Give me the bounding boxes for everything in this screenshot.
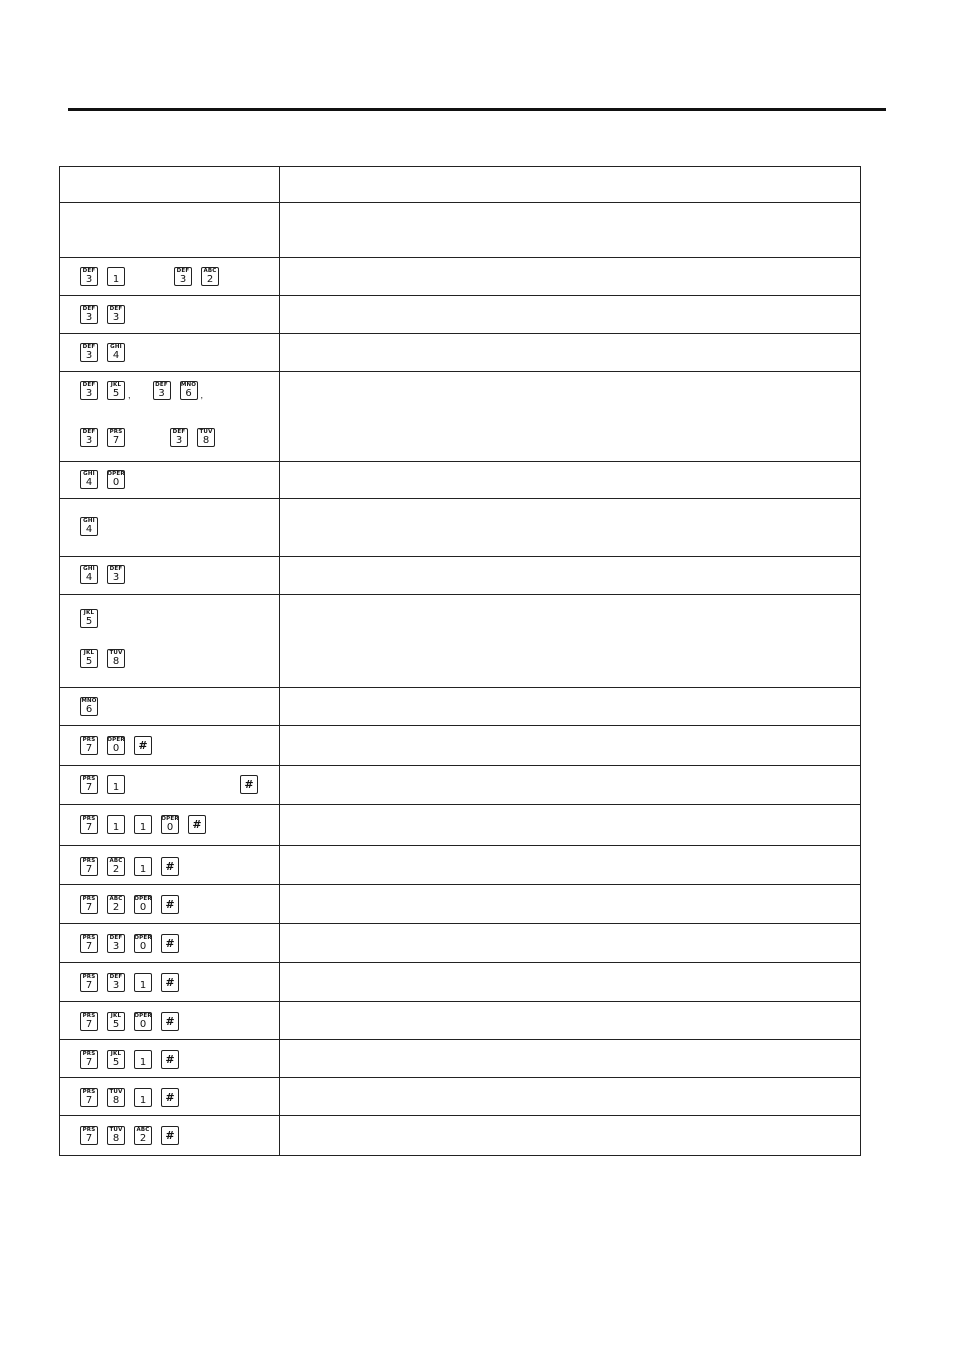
keypad-key-icon [107, 1050, 125, 1069]
feature-code-table [59, 166, 861, 1156]
key-digit: 5 [112, 1019, 120, 1030]
key-letters: PRS [82, 1127, 96, 1133]
key-digit: 5 [85, 656, 93, 667]
table-row [60, 334, 860, 372]
key-digit: 6 [185, 388, 192, 399]
keypad-key-icon [134, 815, 152, 834]
description-cell [280, 1002, 860, 1039]
description-cell [280, 167, 860, 202]
key-letters: ABC [109, 896, 123, 902]
key-letters: GHI [83, 518, 95, 524]
keypad-key-icon [107, 381, 125, 400]
key-sequence-cell [60, 805, 280, 845]
keypad-key-icon [80, 1050, 98, 1069]
key-letters: PRS [82, 858, 96, 864]
table-row [60, 766, 860, 805]
key-sequence [80, 428, 224, 447]
key-letters: JKL [110, 1013, 122, 1019]
key-sequence [80, 649, 134, 668]
key-sequence-cell [60, 167, 280, 202]
key-digit: 1 [139, 1095, 147, 1106]
key-digit: 6 [85, 704, 93, 715]
key-digit: 7 [85, 941, 93, 952]
description-cell [280, 963, 860, 1001]
key-letters: DEF [109, 974, 123, 980]
key-letters: TUV [199, 429, 213, 435]
key-digit: 1 [139, 822, 147, 833]
description-cell [280, 805, 860, 845]
table-row [60, 726, 860, 766]
key-letters: MNO [81, 698, 97, 704]
key-letters: PRS [82, 1013, 96, 1019]
key-digit: 4 [112, 350, 120, 361]
key-letters: PRS [82, 737, 96, 743]
key-letters: JKL [83, 610, 95, 616]
keypad-key-icon [80, 381, 98, 400]
key-sequence [80, 1012, 188, 1031]
table-row [60, 846, 860, 885]
key-sequence-cell [60, 296, 280, 333]
keypad-key-icon [80, 1126, 98, 1145]
key-digit: 1 [139, 1057, 147, 1068]
key-digit: 7 [85, 1095, 93, 1106]
keypad-key-icon [107, 736, 125, 755]
key-digit: 2 [112, 902, 120, 913]
keypad-key-icon [107, 428, 125, 447]
key-digit: 3 [112, 980, 120, 991]
keypad-key-icon [134, 1012, 152, 1031]
key-digit: 7 [85, 822, 93, 833]
description-cell [280, 462, 860, 498]
key-sequence-cell [60, 258, 280, 295]
key-sequence [80, 775, 267, 794]
table-row [60, 1116, 860, 1155]
key-digit: 7 [85, 1133, 93, 1144]
key-letters: JKL [110, 382, 122, 388]
keypad-key-icon [80, 1088, 98, 1107]
key-sequence-cell [60, 1116, 280, 1155]
key-digit: 5 [112, 1057, 120, 1068]
key-digit: 5 [85, 616, 93, 627]
key-digit: 3 [85, 350, 93, 361]
keypad-key-icon [107, 267, 125, 286]
keypad-key-icon [80, 895, 98, 914]
keypad-key-icon [134, 895, 152, 914]
key-letters: GHI [83, 471, 95, 477]
keypad-key-icon [161, 815, 179, 834]
key-letters: PRS [82, 1089, 96, 1095]
key-digit: 0 [139, 902, 147, 913]
table-row [60, 805, 860, 846]
key-sequence [80, 609, 107, 628]
hash-key-icon [161, 973, 179, 992]
keypad-key-icon [80, 815, 98, 834]
key-letters: DEF [82, 382, 96, 388]
key-letters: ABC [136, 1127, 150, 1133]
keypad-key-icon [80, 857, 98, 876]
key-digit: 1 [112, 782, 120, 793]
keypad-key-icon [80, 428, 98, 447]
key-letters: OPER [134, 935, 152, 941]
key-sequence [80, 305, 134, 324]
keypad-key-icon [80, 470, 98, 489]
keypad-key-icon [80, 609, 98, 628]
key-sequence-cell [60, 924, 280, 962]
key-letters: DEF [176, 268, 190, 274]
key-digit: 7 [85, 902, 93, 913]
key-digit: 3 [112, 941, 120, 952]
key-digit: 4 [85, 572, 93, 583]
key-digit: 3 [85, 312, 93, 323]
key-digit: 7 [85, 743, 93, 754]
description-cell [280, 296, 860, 333]
keypad-key-icon [80, 649, 98, 668]
table-row [60, 167, 860, 203]
table-row [60, 924, 860, 963]
key-sequence [80, 815, 215, 834]
key-digit: # [244, 778, 254, 791]
key-letters: DEF [109, 935, 123, 941]
key-digit: 2 [139, 1133, 147, 1144]
key-digit: # [165, 1129, 175, 1142]
key-sequence-cell [60, 963, 280, 1001]
key-letters: DEF [82, 268, 96, 274]
key-sequence-cell [60, 1078, 280, 1115]
key-sequence [80, 565, 134, 584]
key-letters: OPER [134, 896, 152, 902]
key-digit: 7 [85, 1057, 93, 1068]
key-digit: 8 [112, 1095, 120, 1106]
key-letters: DEF [109, 306, 123, 312]
hash-key-icon [161, 1050, 179, 1069]
key-digit: 5 [112, 388, 120, 399]
key-digit: # [192, 818, 202, 831]
key-sequence-cell [60, 726, 280, 765]
key-sequence [80, 517, 107, 536]
description-cell [280, 334, 860, 371]
key-sequence [80, 934, 188, 953]
key-letters: GHI [83, 566, 95, 572]
key-digit: 7 [85, 782, 93, 793]
description-cell [280, 766, 860, 804]
hash-key-icon [161, 1012, 179, 1031]
key-sequence-cell [60, 595, 280, 687]
keypad-key-icon [201, 267, 219, 286]
key-digit: 3 [175, 435, 183, 446]
key-sequence [80, 1088, 188, 1107]
key-digit: 8 [202, 435, 210, 446]
keypad-key-icon [80, 305, 98, 324]
separator-comma: , [128, 390, 131, 400]
key-digit: # [165, 860, 175, 873]
key-letters: PRS [82, 974, 96, 980]
keypad-key-icon [107, 775, 125, 794]
keypad-key-icon [153, 381, 171, 400]
keypad-key-icon [80, 343, 98, 362]
keypad-key-icon [107, 649, 125, 668]
key-digit: 3 [85, 435, 93, 446]
key-sequence [80, 343, 134, 362]
keypad-key-icon [197, 428, 215, 447]
key-letters: JKL [110, 1051, 122, 1057]
table-row [60, 258, 860, 296]
separator-comma: , [200, 390, 204, 400]
description-cell [280, 1078, 860, 1115]
keypad-key-icon [107, 565, 125, 584]
hash-key-icon [161, 857, 179, 876]
key-sequence-cell [60, 499, 280, 556]
key-letters: OPER [107, 471, 125, 477]
description-cell [280, 846, 860, 884]
keypad-key-icon [107, 1012, 125, 1031]
table-row [60, 1078, 860, 1116]
hash-key-icon [161, 895, 179, 914]
key-digit: 2 [112, 864, 120, 875]
key-letters: ABC [109, 858, 123, 864]
keypad-key-icon [107, 305, 125, 324]
key-letters: TUV [109, 1089, 123, 1095]
key-sequence-cell [60, 462, 280, 498]
key-letters: ABC [203, 268, 217, 274]
key-letters: PRS [82, 816, 96, 822]
key-letters: PRS [82, 896, 96, 902]
key-sequence-cell [60, 203, 280, 257]
table-row [60, 1002, 860, 1040]
key-sequence-cell [60, 688, 280, 725]
key-digit: 3 [85, 274, 93, 285]
keypad-key-icon [80, 736, 98, 755]
key-letters: DEF [82, 306, 96, 312]
key-sequence [80, 857, 188, 876]
key-digit: # [165, 1015, 175, 1028]
keypad-key-icon [80, 934, 98, 953]
keypad-key-icon [107, 973, 125, 992]
table-row [60, 1040, 860, 1078]
key-sequence-cell [60, 1040, 280, 1077]
keypad-key-icon [80, 775, 98, 794]
description-cell [280, 595, 860, 687]
description-cell [280, 1040, 860, 1077]
hash-key-icon [161, 1088, 179, 1107]
key-digit: 8 [112, 1133, 120, 1144]
key-digit: 3 [112, 312, 120, 323]
description-cell [280, 726, 860, 765]
key-sequence-cell [60, 885, 280, 923]
keypad-key-icon [170, 428, 188, 447]
key-sequence [80, 973, 188, 992]
description-cell [280, 372, 860, 461]
description-cell [280, 688, 860, 725]
table-row [60, 203, 860, 258]
key-sequence [80, 267, 228, 286]
table-row [60, 963, 860, 1002]
key-digit: 8 [112, 656, 120, 667]
table-row [60, 557, 860, 595]
key-digit: 7 [112, 435, 120, 446]
keypad-key-icon [134, 1088, 152, 1107]
key-letters: PRS [82, 776, 96, 782]
description-cell [280, 924, 860, 962]
key-sequence [80, 470, 134, 489]
key-sequence-cell [60, 766, 280, 804]
keypad-key-icon [107, 1088, 125, 1107]
keypad-key-icon [80, 267, 98, 286]
key-digit: 4 [85, 524, 93, 535]
key-sequence [80, 697, 107, 716]
hash-key-icon [188, 815, 206, 834]
table-row [60, 499, 860, 557]
key-sequence-cell [60, 334, 280, 371]
key-letters: TUV [109, 1127, 123, 1133]
key-digit: 0 [112, 477, 120, 488]
keypad-key-icon [80, 973, 98, 992]
key-letters: OPER [161, 816, 179, 822]
description-cell [280, 499, 860, 556]
hash-key-icon [134, 736, 152, 755]
keypad-key-icon [107, 815, 125, 834]
description-cell [280, 557, 860, 594]
key-sequence [80, 895, 188, 914]
description-cell [280, 203, 860, 257]
table-row [60, 372, 860, 462]
keypad-key-icon [134, 857, 152, 876]
keypad-key-icon [180, 381, 198, 400]
key-letters: DEF [82, 344, 96, 350]
table-row [60, 595, 860, 688]
key-digit: 7 [85, 1019, 93, 1030]
keypad-key-icon [107, 895, 125, 914]
key-letters: TUV [109, 650, 123, 656]
keypad-key-icon [107, 470, 125, 489]
keypad-key-icon [107, 1126, 125, 1145]
hash-key-icon [240, 775, 258, 794]
keypad-key-icon [134, 934, 152, 953]
key-sequence-cell [60, 846, 280, 884]
key-letters: GHI [110, 344, 122, 350]
key-digit: 3 [112, 572, 120, 583]
table-row [60, 885, 860, 924]
key-digit: # [165, 898, 175, 911]
keypad-key-icon [80, 1012, 98, 1031]
key-digit: # [165, 1091, 175, 1104]
key-digit: # [165, 937, 175, 950]
table-row [60, 462, 860, 499]
key-letters: DEF [172, 429, 186, 435]
key-letters: DEF [82, 429, 96, 435]
keypad-key-icon [107, 343, 125, 362]
key-digit: 3 [158, 388, 165, 399]
key-letters: OPER [134, 1013, 152, 1019]
key-digit: 1 [112, 822, 120, 833]
key-letters: JKL [83, 650, 95, 656]
key-digit: 0 [166, 822, 174, 833]
key-digit: 4 [85, 477, 93, 488]
key-sequence-cell [60, 1002, 280, 1039]
key-sequence [80, 1050, 188, 1069]
keypad-key-icon [80, 517, 98, 536]
key-letters: OPER [107, 737, 125, 743]
key-digit: 7 [85, 980, 93, 991]
hash-key-icon [161, 934, 179, 953]
keypad-key-icon [80, 565, 98, 584]
hash-key-icon [161, 1126, 179, 1145]
keypad-key-icon [80, 697, 98, 716]
header-rule [68, 108, 886, 111]
key-digit: 7 [85, 864, 93, 875]
key-digit: # [138, 739, 148, 752]
keypad-key-icon [174, 267, 192, 286]
key-sequence [80, 736, 161, 755]
key-letters: MNO [180, 382, 197, 388]
key-digit: # [165, 1053, 175, 1066]
key-digit: 1 [112, 274, 120, 285]
description-cell [280, 1116, 860, 1155]
key-digit: 0 [139, 1019, 147, 1030]
key-letters: DEF [109, 566, 123, 572]
key-sequence [80, 1126, 188, 1145]
key-digit: 1 [139, 980, 147, 991]
key-digit: # [165, 976, 175, 989]
key-digit: 3 [85, 388, 93, 399]
key-sequence-cell [60, 557, 280, 594]
keypad-key-icon [134, 973, 152, 992]
key-digit: 0 [139, 941, 147, 952]
description-cell [280, 885, 860, 923]
key-digit: 3 [179, 274, 187, 285]
key-letters: PRS [82, 935, 96, 941]
key-digit: 2 [206, 274, 214, 285]
key-digit: 0 [112, 743, 120, 754]
keypad-key-icon [107, 857, 125, 876]
key-sequence [80, 381, 207, 400]
key-letters: PRS [109, 429, 123, 435]
key-letters: DEF [155, 382, 168, 388]
key-digit: 1 [139, 864, 147, 875]
keypad-key-icon [107, 934, 125, 953]
keypad-key-icon [134, 1050, 152, 1069]
key-sequence-cell [60, 372, 280, 461]
description-cell [280, 258, 860, 295]
table-row [60, 688, 860, 726]
key-letters: PRS [82, 1051, 96, 1057]
keypad-key-icon [134, 1126, 152, 1145]
table-row [60, 296, 860, 334]
